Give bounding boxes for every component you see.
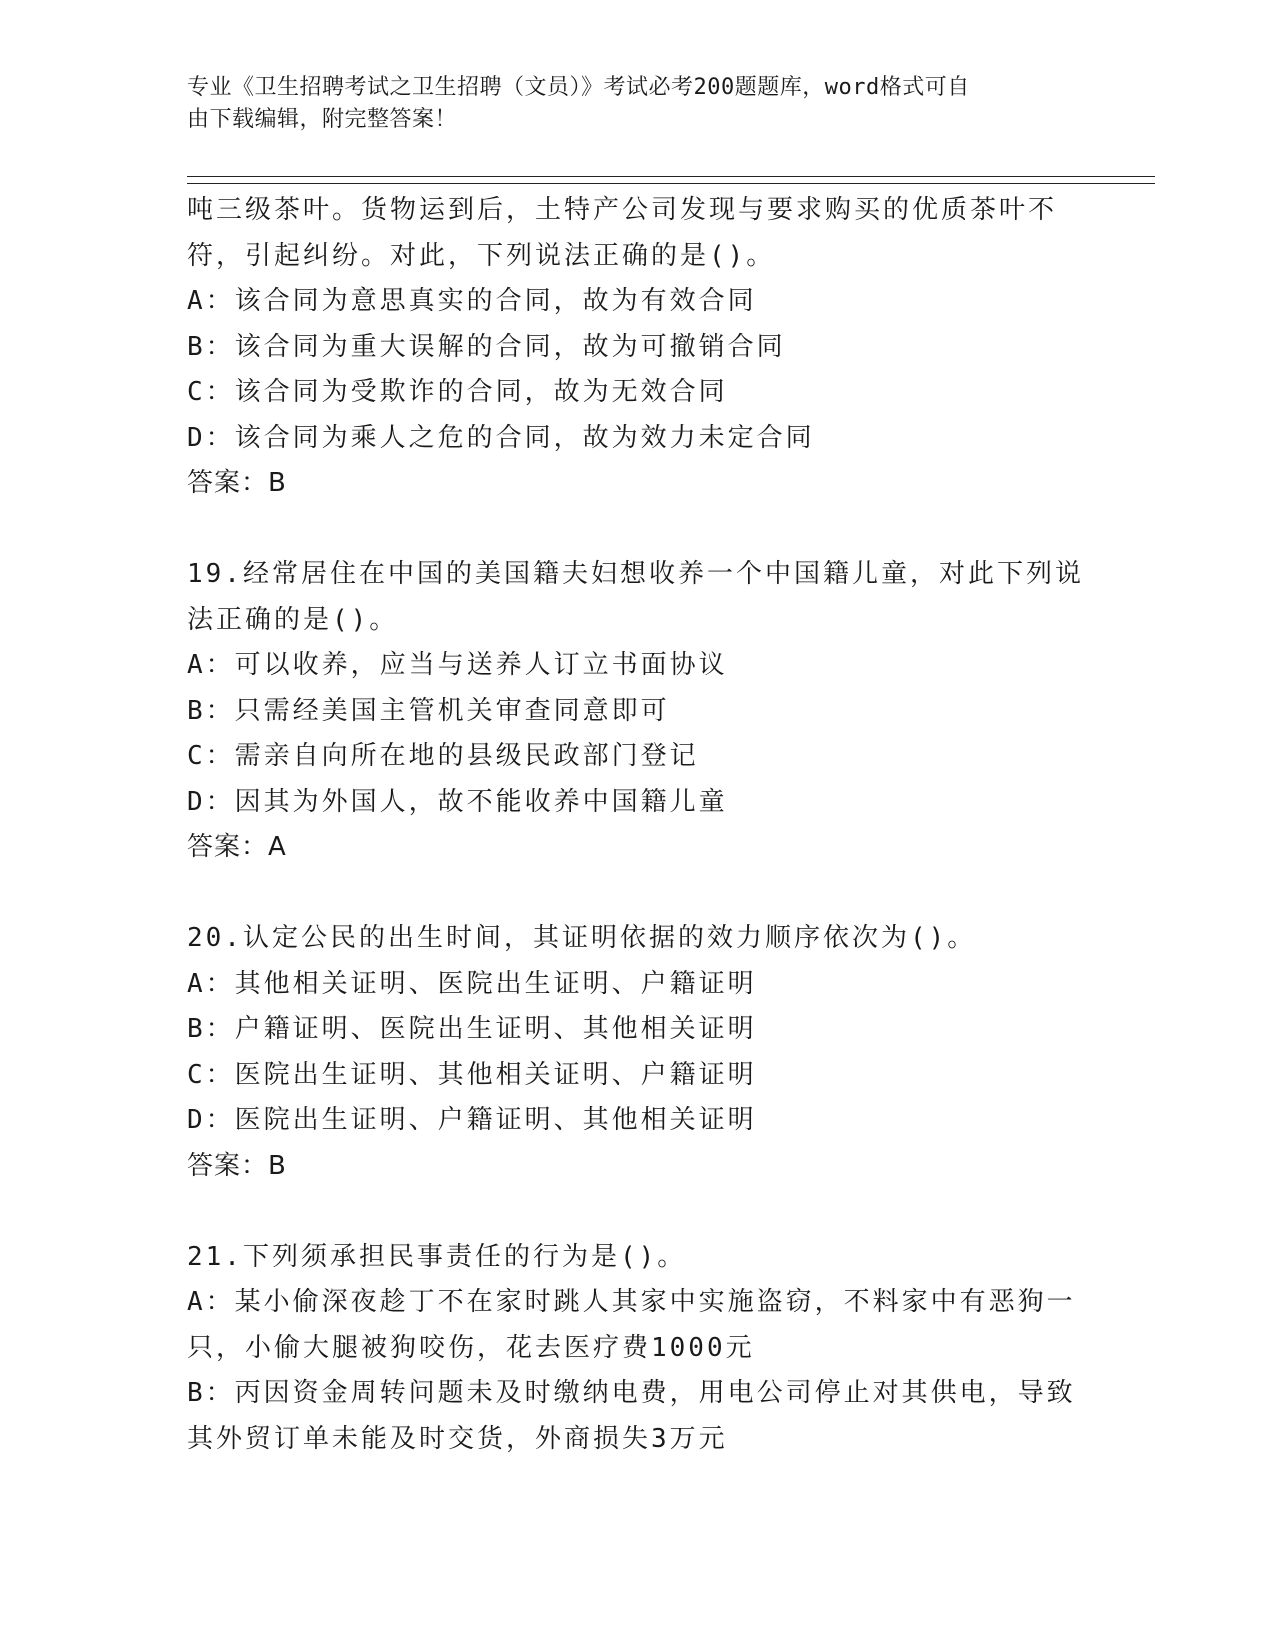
question-text-line: 19.经常居住在中国的美国籍夫妇想收养一个中国籍儿童，对此下列说: [187, 559, 1084, 589]
question-20: [187, 916, 1087, 1189]
answer-line: 答案：A: [187, 832, 287, 862]
option-b: B：丙因资金周转问题未及时缴纳电费，用电公司停止对其供电，导致: [187, 1378, 1076, 1408]
header-line-1: 专业《卫生招聘考试之卫生招聘（文员）》考试必考200题题库，word格式可自: [187, 75, 970, 100]
question-text-line: 符，引起纠纷。对此，下列说法正确的是()。: [187, 240, 776, 271]
answer-line: 答案：B: [187, 468, 287, 498]
option-b: B：该合同为重大误解的合同，故为可撤销合同: [187, 331, 786, 362]
option-a: A：该合同为意思真实的合同，故为有效合同: [187, 286, 757, 316]
question-text-line: 21.下列须承担民事责任的行为是()。: [187, 1241, 687, 1272]
header-divider-bottom: [187, 183, 1155, 184]
spacer: [187, 871, 1087, 917]
option-b: B：户籍证明、医院出生证明、其他相关证明: [187, 1014, 757, 1044]
spacer: [187, 1189, 1087, 1235]
answer-line: 答案：B: [187, 1150, 287, 1181]
question-18: [187, 188, 1087, 507]
option-d: D：该合同为乘人之危的合同，故为效力未定合同: [187, 422, 815, 453]
question-19: [187, 552, 1087, 871]
option-b: B：只需经美国主管机关审查同意即可: [187, 695, 670, 726]
question-text-line: 20.认定公民的出生时间，其证明依据的效力顺序依次为()。: [187, 923, 977, 953]
option-d: D：因其为外国人，故不能收养中国籍儿童: [187, 786, 728, 817]
question-text-line: 法正确的是()。: [187, 604, 399, 635]
option-c: C：需亲自向所在地的县级民政部门登记: [187, 741, 699, 771]
option-a: A：可以收养，应当与送养人订立书面协议: [187, 650, 728, 680]
option-d: D：医院出生证明、户籍证明、其他相关证明: [187, 1105, 757, 1135]
option-a-continued: 只，小偷大腿被狗咬伤，花去医疗费1000元: [187, 1332, 755, 1363]
document-body: [187, 188, 1087, 1462]
option-c: C：该合同为受欺诈的合同，故为无效合同: [187, 377, 728, 407]
option-a: A：其他相关证明、医院出生证明、户籍证明: [187, 968, 757, 999]
option-b-continued: 其外贸订单未能及时交货，外商损失3万元: [187, 1423, 728, 1454]
document-header: [187, 72, 1067, 136]
spacer: [187, 507, 1087, 553]
option-c: C：医院出生证明、其他相关证明、户籍证明: [187, 1059, 757, 1090]
question-21: [187, 1235, 1087, 1463]
header-divider-top: [187, 176, 1155, 177]
header-line-2: 由下载编辑，附完整答案！: [187, 107, 458, 132]
option-a: A：某小偷深夜趁丁不在家时跳人其家中实施盗窃，不料家中有恶狗一: [187, 1287, 1076, 1317]
question-text-line: 吨三级茶叶。货物运到后，土特产公司发现与要求购买的优质茶叶不: [187, 195, 1058, 225]
